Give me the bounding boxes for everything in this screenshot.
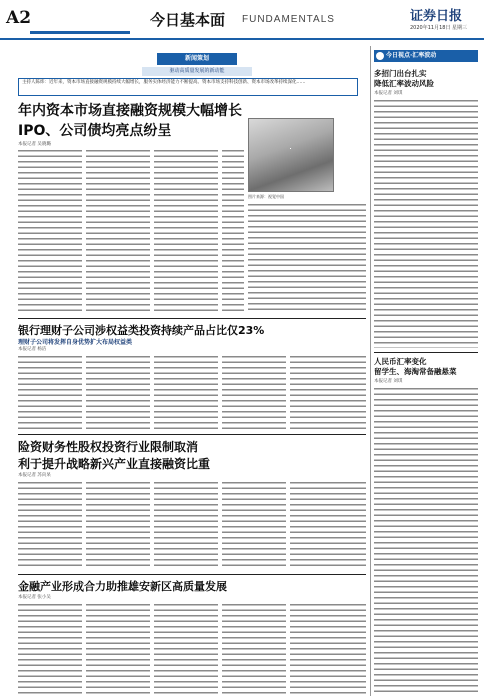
- intro-label: 新闻策划: [157, 53, 237, 65]
- page-number: A2: [6, 8, 32, 28]
- header-rule: [30, 31, 130, 34]
- article-1-photo: [248, 118, 334, 192]
- article-2-body-col3: [154, 354, 218, 430]
- spacer: [290, 148, 291, 149]
- intro-box: 主持人陈炜：近年来，资本市场直接融资规模持续大幅增长，服务实体经济能力不断提高。资本市场支持科技创新、资本市场改革持续深化……: [18, 78, 358, 96]
- article-1-headline-line1[interactable]: 年内资本市场直接融资规模大幅增长: [18, 103, 242, 119]
- divider: [18, 574, 366, 575]
- photo-caption: 图片来源：视觉中国: [248, 194, 284, 199]
- section-title-en: FUNDAMENTALS: [242, 14, 335, 25]
- article-2-byline: 本报记者 杨洁: [18, 347, 47, 352]
- tag-dot-icon: [376, 52, 384, 60]
- rc-article-1-byline: 本报记者 刘琪: [374, 91, 403, 96]
- article-4-body-col4: [222, 602, 286, 694]
- article-2-body-col2: [86, 354, 150, 430]
- rc-article-2-byline: 本报记者 刘琪: [374, 379, 403, 384]
- article-1-body-col2: [86, 148, 150, 314]
- article-3-body-col4: [222, 480, 286, 570]
- article-4-body-col3: [154, 602, 218, 694]
- rc-article-2-headline-line2[interactable]: 留学生、海淘常备融悬菜: [374, 367, 457, 376]
- article-1-byline: 本报记者 吴晓璐: [18, 142, 51, 147]
- article-2-subhead: 理财子公司将发挥自身优势扩大布局权益类: [18, 339, 133, 346]
- article-4-body-col2: [86, 602, 150, 694]
- rc-article-1-headline-line2[interactable]: 降低汇率波动风险: [374, 79, 434, 88]
- article-4-headline[interactable]: 金融产业形成合力助推雄安新区高质量发展: [18, 580, 227, 593]
- article-4-body-col1: [18, 602, 82, 694]
- right-column-tag: 今日视点·汇率波动: [374, 50, 478, 62]
- rc-article-1-body: [374, 98, 478, 348]
- rc-article-2-body: [374, 386, 478, 694]
- intro-sub-label: 驱动高质量发展的新动能: [142, 67, 252, 76]
- article-3-headline-line2[interactable]: 利于提升战略新兴产业直接融资比重: [18, 457, 211, 471]
- article-3-body-col2: [86, 480, 150, 570]
- article-2-body-col4: [222, 354, 286, 430]
- rc-article-1-headline-line1[interactable]: 多招门出台扎实: [374, 69, 427, 78]
- article-1-body-col1: [18, 148, 82, 314]
- divider: [374, 352, 478, 353]
- divider: [18, 318, 366, 319]
- paper-date: 2020年11月18日 星期三: [410, 25, 468, 31]
- article-3-body-col3: [154, 480, 218, 570]
- article-3-body-col1: [18, 480, 82, 570]
- article-4-body-col5: [290, 602, 366, 694]
- rc-article-2-headline-line1[interactable]: 人民币汇率变化: [374, 357, 427, 366]
- page-header: [0, 0, 484, 40]
- article-3-byline: 本报记者 苏向杲: [18, 473, 51, 478]
- article-1-body-col3: [154, 148, 218, 314]
- article-2-headline[interactable]: 银行理财子公司涉权益类投资持续产品占比仅23%: [18, 324, 265, 337]
- article-1-body-col4: [222, 148, 244, 314]
- article-3-headline-line1[interactable]: 险资财务性股权投资行业限制取消: [18, 440, 199, 454]
- article-3-body-col5: [290, 480, 366, 570]
- paper-masthead: 证券日报: [410, 9, 463, 24]
- article-4-byline: 本报记者 张小吴: [18, 595, 51, 600]
- article-1-body-col6: [310, 202, 366, 314]
- divider: [18, 434, 366, 435]
- column-divider: [370, 46, 371, 696]
- article-2-body-col1: [18, 354, 82, 430]
- section-title: 今日基本面: [150, 11, 226, 29]
- article-1-headline-line2[interactable]: IPO、公司债均亮点纷呈: [18, 123, 172, 139]
- article-2-body-col5: [290, 354, 366, 430]
